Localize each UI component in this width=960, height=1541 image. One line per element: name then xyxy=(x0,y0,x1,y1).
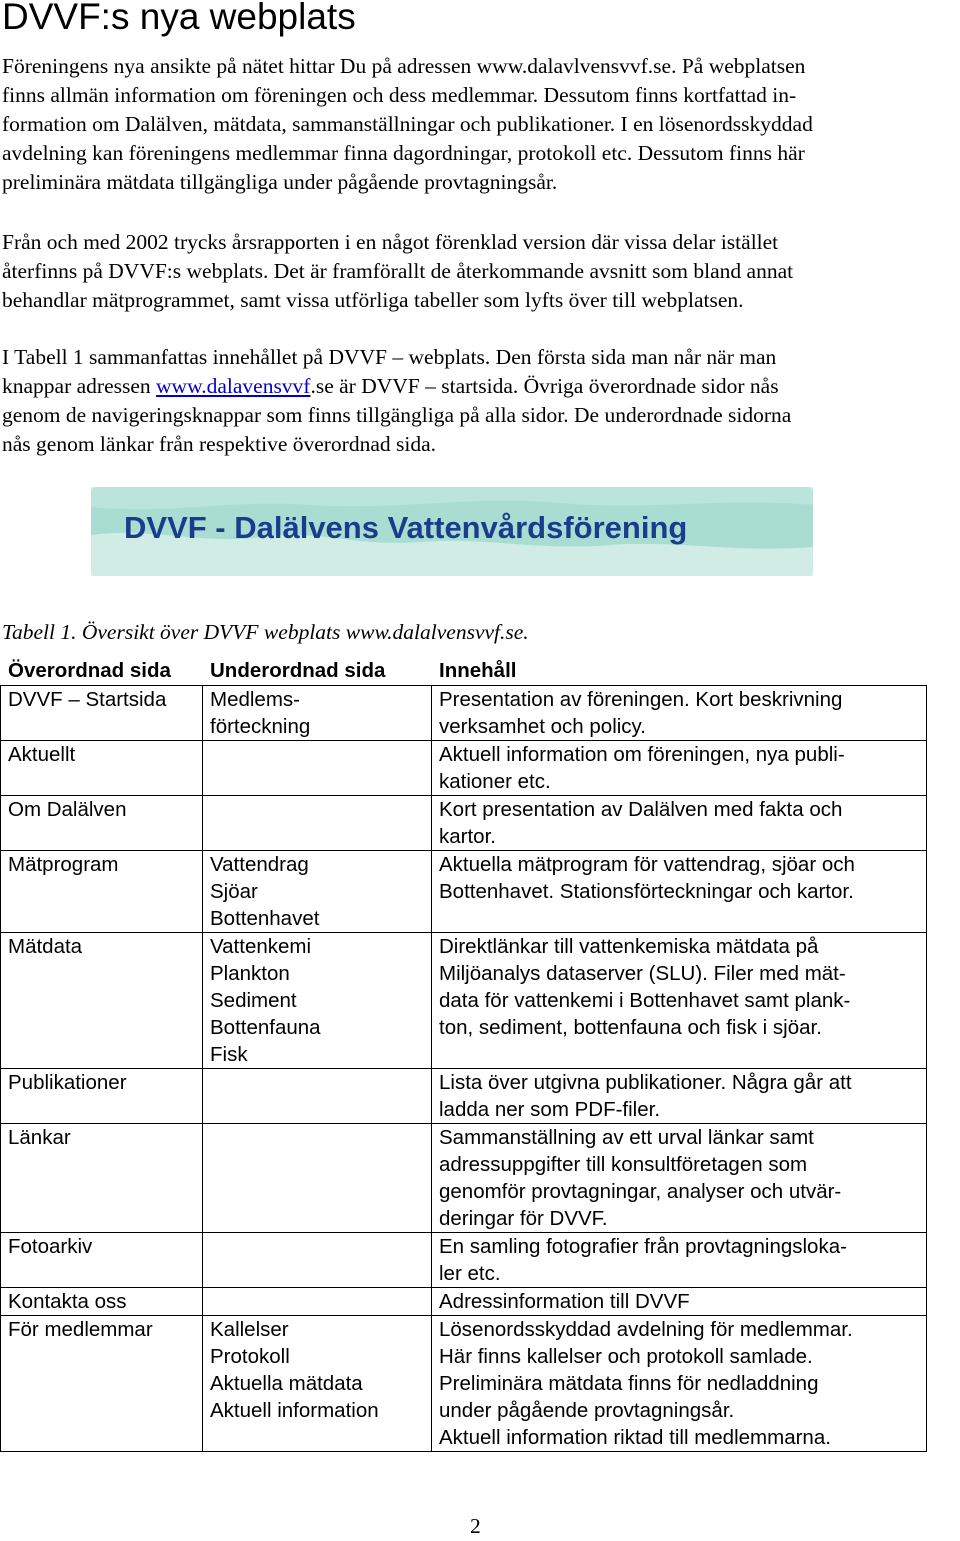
page-title: DVVF:s nya webplats xyxy=(2,0,356,37)
text-line: knappar adressen www.dalavensvvf.se är DVVF – startsida. Övriga överordnade sidor nås xyxy=(2,374,779,398)
text-line: finns allmän information om föreningen och dess medlemmar. Dessutom finns kortfattad in- xyxy=(2,83,797,107)
cell-parent xyxy=(1,1233,203,1288)
cell-line: ler etc. xyxy=(439,1262,501,1285)
banner-title: DVVF - Dalälvens Vattenvårdsförening xyxy=(124,510,688,545)
cell-parent xyxy=(1,1124,203,1233)
cell-line: Aktuella mätdata xyxy=(210,1372,363,1395)
table-row xyxy=(1,686,927,741)
cell-line: data för vattenkemi i Bottenhavet samt plank- xyxy=(439,989,851,1012)
cell-content xyxy=(432,1233,927,1288)
cell-line: Preliminära mätdata finns för nedladdning xyxy=(439,1372,819,1395)
cell-content xyxy=(432,933,927,1069)
cell-line: Bottenhavet. Stationsförteckningar och kartor. xyxy=(439,880,854,903)
cell-line: Mätprogram xyxy=(8,853,119,876)
cell-children xyxy=(203,1288,432,1316)
cell-parent xyxy=(1,1069,203,1124)
text-line: nås genom länkar från respektive överordnad sida. xyxy=(2,432,437,456)
cell-line: Fisk xyxy=(210,1043,248,1066)
cell-line: Bottenfauna xyxy=(210,1016,321,1039)
cell-line: Aktuellt xyxy=(8,743,76,766)
cell-line: förteckning xyxy=(210,715,311,738)
header-child: Underordnad sida xyxy=(210,659,386,682)
cell-parent xyxy=(1,851,203,933)
cell-children xyxy=(203,1316,432,1452)
cell-line: Aktuella mätprogram för vattendrag, sjöar och xyxy=(439,853,855,876)
text-line: återfinns på DVVF:s webplats. Det är framförallt de återkommande avsnitt som bland annat xyxy=(2,259,794,283)
cell-line: En samling fotografier från provtagningsloka- xyxy=(439,1235,847,1258)
cell-parent xyxy=(1,1288,203,1316)
cell-line: deringar för DVVF. xyxy=(439,1207,608,1230)
cell-content xyxy=(432,1316,927,1452)
table-grid xyxy=(0,685,927,1452)
cell-line: Plankton xyxy=(210,962,290,985)
text-line: formation om Dalälven, mätdata, sammanställningar och publikationer. I en lösenordsskyddad xyxy=(2,112,813,136)
cell-line: Protokoll xyxy=(210,1345,290,1368)
text-line: Föreningens nya ansikte på nätet hittar Du på adressen www.dalavlvensvvf.se. På webplatsen xyxy=(2,54,806,78)
cell-children xyxy=(203,796,432,851)
cell-content xyxy=(432,686,927,741)
cell-line: kartor. xyxy=(439,825,496,848)
cell-line: Miljöanalys dataserver (SLU). Filer med mät- xyxy=(439,962,846,985)
cell-content xyxy=(432,741,927,796)
cell-line: Länkar xyxy=(8,1126,71,1149)
table-header xyxy=(0,656,926,685)
cell-line: Mätdata xyxy=(8,935,83,958)
website-link[interactable]: www.dalavensvvf xyxy=(156,374,311,398)
cell-line: under pågående provtagningsår. xyxy=(439,1399,735,1422)
table-row xyxy=(1,1069,927,1124)
text-line: behandlar mätprogrammet, samt vissa utförliga tabeller som lyfts över till webplatsen. xyxy=(2,288,744,312)
text-line: Från och med 2002 trycks årsrapporten i en något förenklad version där vissa delar istället xyxy=(2,230,779,254)
page-number: 2 xyxy=(470,1514,481,1538)
cell-content xyxy=(432,796,927,851)
cell-line: Kort presentation av Dalälven med fakta och xyxy=(439,798,843,821)
cell-children xyxy=(203,851,432,933)
cell-line: Vattenkemi xyxy=(210,935,312,958)
cell-line: genomför provtagningar, analyser och utvär- xyxy=(439,1180,842,1203)
text-line: preliminära mätdata tillgängliga under pågående provtagningsår. xyxy=(2,170,558,194)
table-row xyxy=(1,1124,927,1233)
cell-content xyxy=(432,1069,927,1124)
cell-line: Aktuell information riktad till medlemmarna. xyxy=(439,1426,831,1449)
cell-line: Sjöar xyxy=(210,880,258,903)
cell-line: Bottenhavet xyxy=(210,907,320,930)
cell-parent xyxy=(1,686,203,741)
cell-line: Lista över utgivna publikationer. Några går att xyxy=(439,1071,852,1094)
cell-parent xyxy=(1,1316,203,1452)
cell-line: Här finns kallelser och protokoll samlade. xyxy=(439,1345,813,1368)
cell-line: Kontakta oss xyxy=(8,1290,127,1313)
header-parent: Överordnad sida xyxy=(8,659,171,682)
cell-children xyxy=(203,933,432,1069)
cell-line: Sammanställning av ett urval länkar samt xyxy=(439,1126,814,1149)
cell-line: Publikationer xyxy=(8,1071,127,1094)
cell-parent xyxy=(1,741,203,796)
reports-paragraph xyxy=(2,228,954,315)
cell-line: Kallelser xyxy=(210,1318,289,1341)
text-line: avdelning kan föreningens medlemmar finna dagordningar, protokoll etc. Dessutom finns här xyxy=(2,141,805,165)
intro-paragraph xyxy=(2,52,954,197)
table-row xyxy=(1,851,927,933)
cell-line: kationer etc. xyxy=(439,770,551,793)
cell-children xyxy=(203,1233,432,1288)
cell-line: Presentation av föreningen. Kort beskrivning xyxy=(439,688,843,711)
header-content: Innehåll xyxy=(439,659,517,682)
cell-line: Lösenordsskyddad avdelning för medlemmar. xyxy=(439,1318,853,1341)
cell-line: Om Dalälven xyxy=(8,798,127,821)
cell-content xyxy=(432,851,927,933)
table-row xyxy=(1,741,927,796)
table-row xyxy=(1,1288,927,1316)
cell-line: Adressinformation till DVVF xyxy=(439,1290,690,1313)
cell-line: För medlemmar xyxy=(8,1318,153,1341)
cell-line: adressuppgifter till konsultföretagen som xyxy=(439,1153,808,1176)
cell-parent xyxy=(1,796,203,851)
cell-line: verksamhet och policy. xyxy=(439,715,646,738)
table-row xyxy=(1,1316,927,1452)
text-line: I Tabell 1 sammanfattas innehållet på DVVF – webplats. Den första sida man når när man xyxy=(2,345,777,369)
cell-children xyxy=(203,1069,432,1124)
cell-content xyxy=(432,1124,927,1233)
cell-line: Medlems- xyxy=(210,688,300,711)
cell-line: Aktuell information om föreningen, nya publi- xyxy=(439,743,845,766)
cell-line: Aktuell information xyxy=(210,1399,379,1422)
cell-line: DVVF – Startsida xyxy=(8,688,167,711)
cell-parent xyxy=(1,933,203,1069)
table-row xyxy=(1,933,927,1069)
table-row xyxy=(1,1233,927,1288)
cell-line: Sediment xyxy=(210,989,297,1012)
cell-line: ladda ner som PDF-filer. xyxy=(439,1098,661,1121)
cell-children xyxy=(203,1124,432,1233)
cell-content xyxy=(432,1288,927,1316)
cell-children xyxy=(203,686,432,741)
table-row xyxy=(1,796,927,851)
cell-line: Direktlänkar till vattenkemiska mätdata på xyxy=(439,935,819,958)
site-overview-table xyxy=(0,656,926,1452)
dvvf-banner xyxy=(91,487,813,576)
cell-line: Vattendrag xyxy=(210,853,309,876)
text-line: genom de navigeringsknappar som finns tillgängliga på alla sidor. De underordnade sidorna xyxy=(2,403,792,427)
table-caption: Tabell 1. Översikt över DVVF webplats www.dalalvensvvf.se. xyxy=(2,620,529,644)
cell-children xyxy=(203,741,432,796)
summary-paragraph xyxy=(2,343,954,459)
cell-line: Fotoarkiv xyxy=(8,1235,93,1258)
cell-line: ton, sediment, bottenfauna och fisk i sjöar. xyxy=(439,1016,822,1039)
